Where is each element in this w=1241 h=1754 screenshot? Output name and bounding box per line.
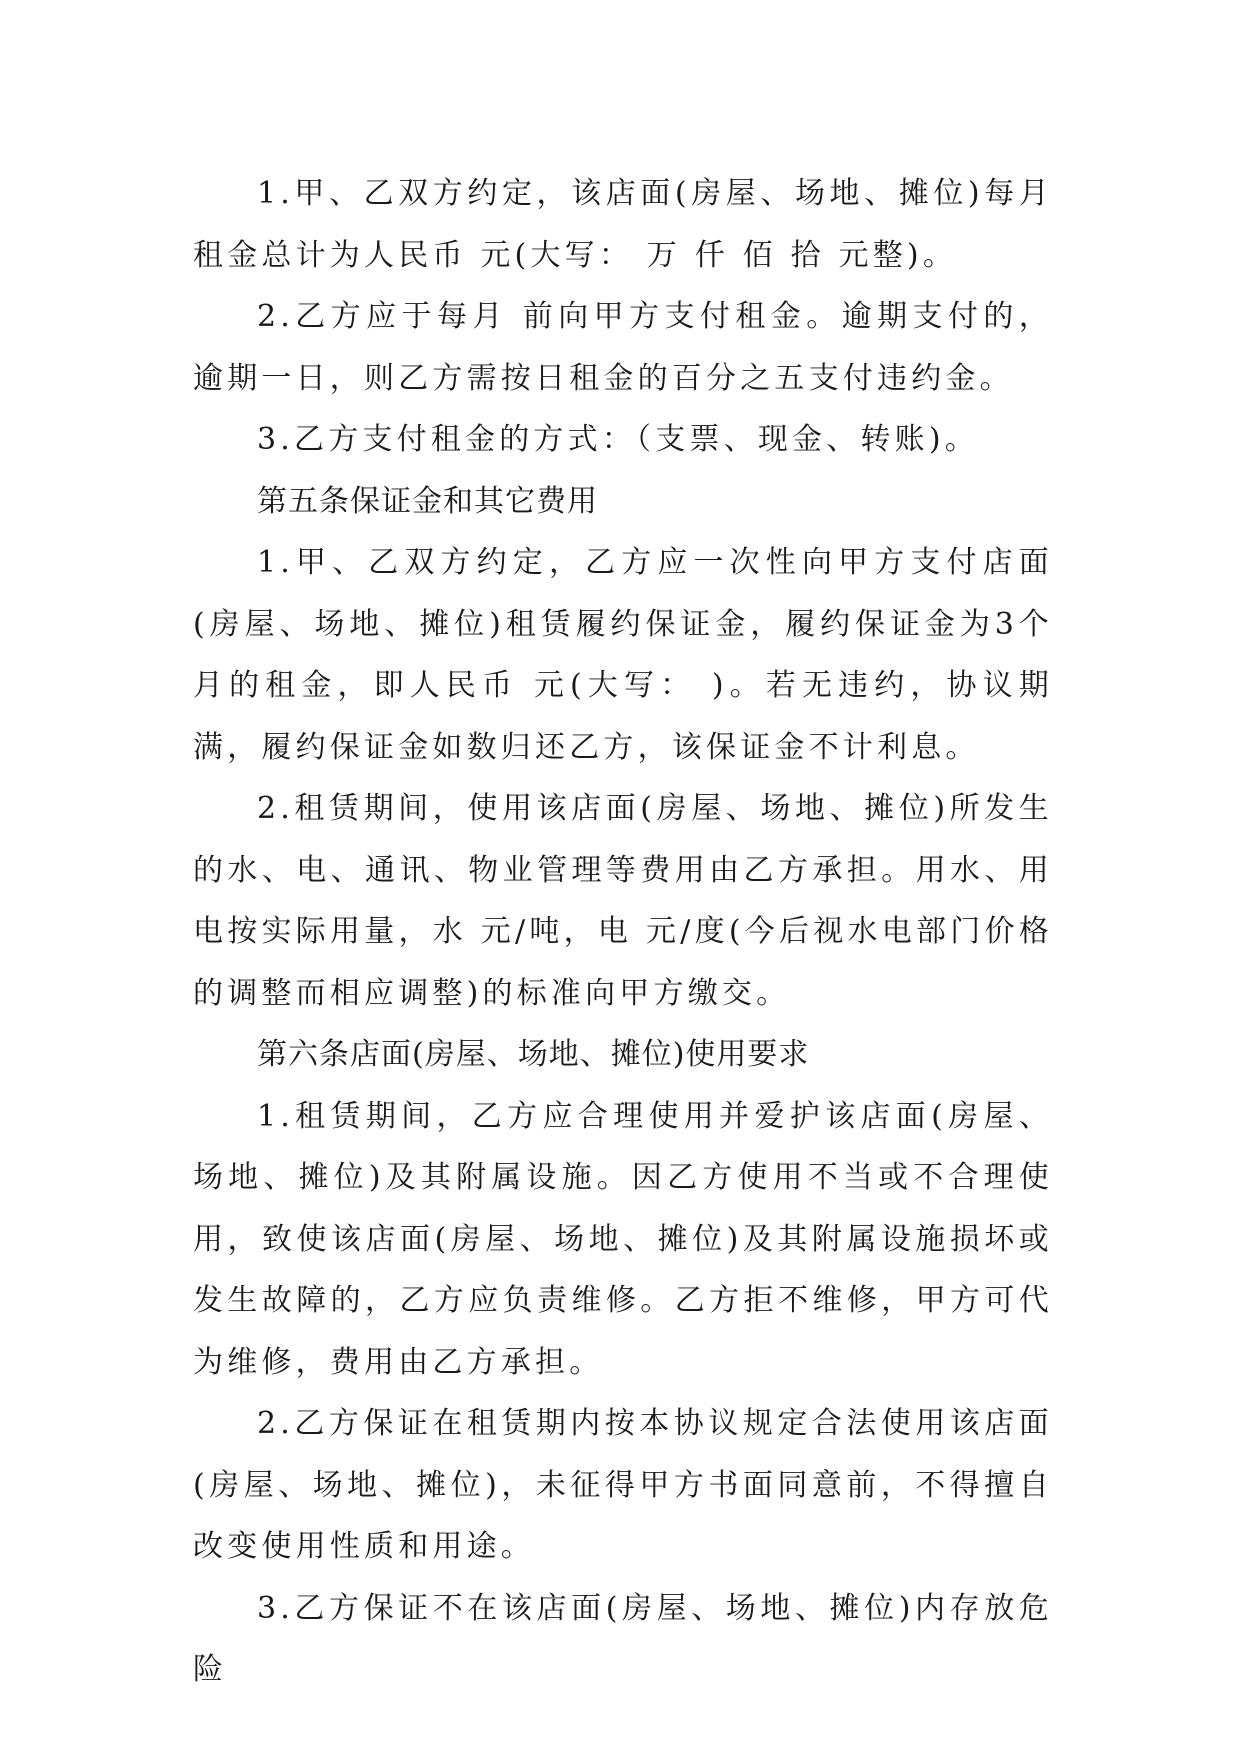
paragraph-payment-deadline: 2.乙方应于每月 前向甲方支付租金。逾期支付的，逾期一日，则乙方需按日租金的百分之五支付违约金。 <box>193 299 1053 396</box>
document-body <box>193 163 1053 1701</box>
section-heading-article-6: 第六条店面(房屋、场地、摊位)使用要求 <box>257 1037 810 1072</box>
paragraph-rent-amount: 1.甲、乙双方约定，该店面(房屋、场地、摊位)每月租金总计为人民币 元(大写： 万 仟 佰 拾 元整)。 <box>193 176 1053 273</box>
paragraph-hazardous-items: 3.乙方保证不在该店面(房屋、场地、摊位)内存放危险 <box>193 1590 1053 1687</box>
paragraph-lawful-use: 2.乙方保证在租赁期内按本协议规定合法使用该店面(房屋、场地、摊位)，未征得甲方书面同意前，不得擅自改变使用性质和用途。 <box>193 1406 1053 1564</box>
paragraph-deposit: 1.甲、乙双方约定，乙方应一次性向甲方支付店面(房屋、场地、摊位)租赁履约保证金，履约保证金为3个月的租金，即人民币 元(大写： )。若无违约，协议期满，履约保证金如数归还乙方，该保证金不计利息。 <box>193 545 1053 765</box>
paragraph-payment-method: 3.乙方支付租金的方式：（支票、现金、转账)。 <box>257 422 979 457</box>
paragraph-proper-use: 1.租赁期间，乙方应合理使用并爱护该店面(房屋、场地、摊位)及其附属设施。因乙方使用不当或不合理使用，致使该店面(房屋、场地、摊位)及其附属设施损坏或发生故障的，乙方应负责维修。乙方拒不维修，甲方可代为维修，费用由乙方承担。 <box>193 1098 1053 1380</box>
paragraph-utilities: 2.租赁期间，使用该店面(房屋、场地、摊位)所发生的水、电、通讯、物业管理等费用由乙方承担。用水、用电按实际用量，水 元/吨，电 元/度(今后视水电部门价格的调整而相应调整)的标准向甲方缴交。 <box>193 791 1053 1011</box>
section-heading-article-5: 第五条保证金和其它费用 <box>257 483 598 519</box>
